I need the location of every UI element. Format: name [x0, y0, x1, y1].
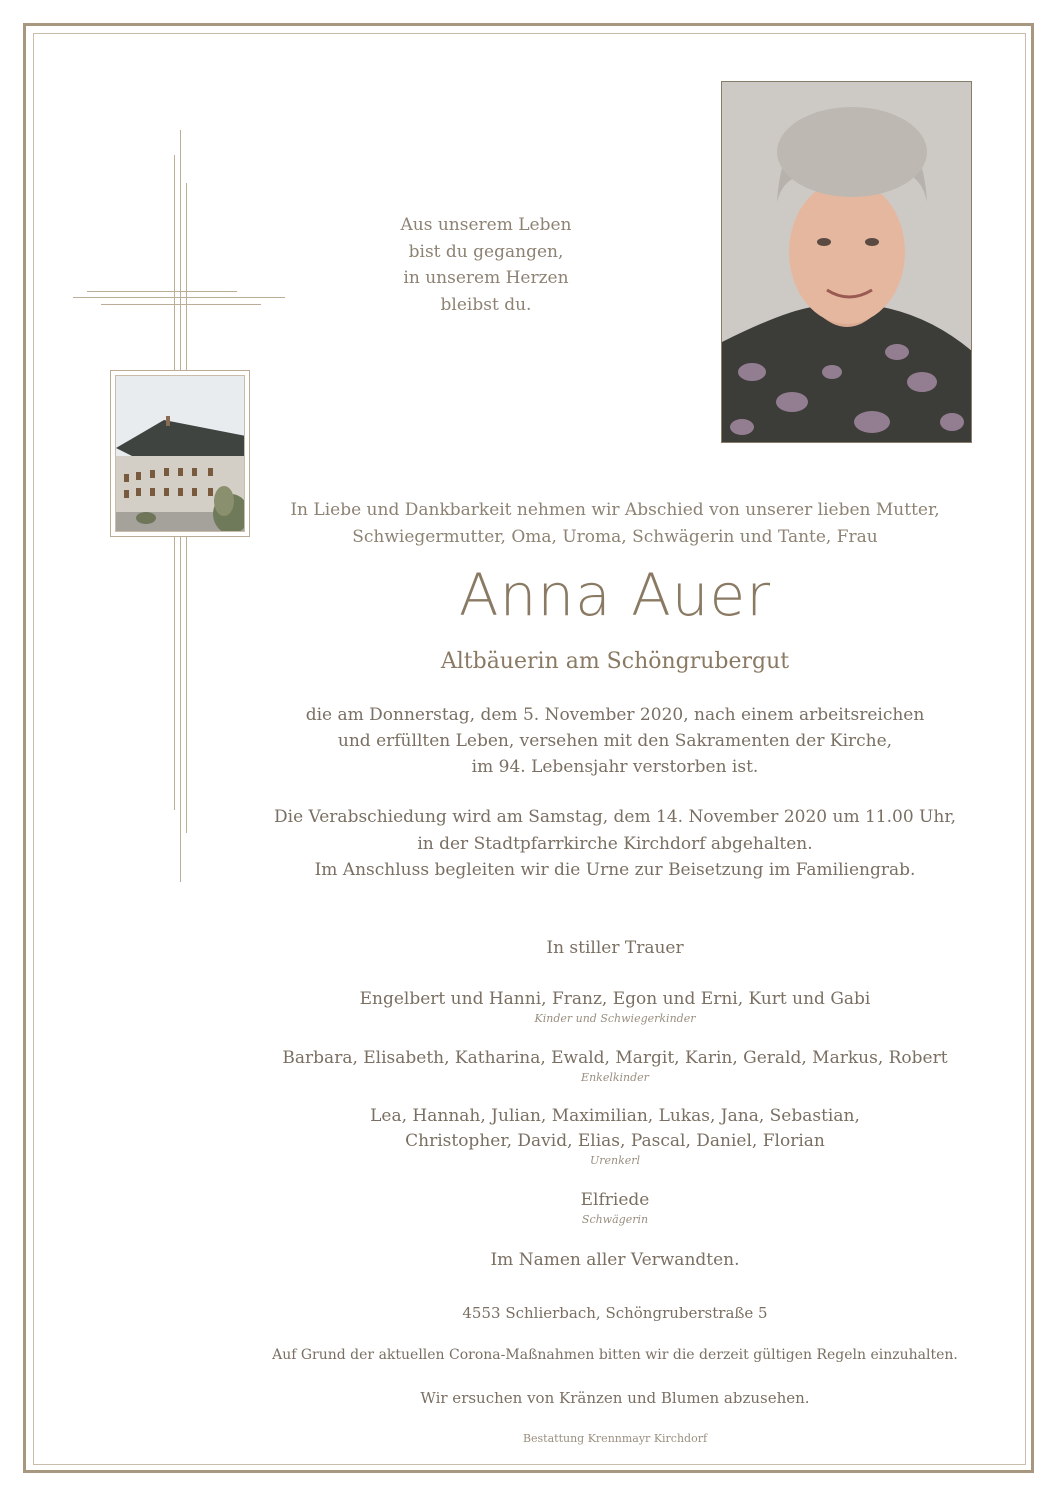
ceremony-info	[270, 804, 960, 884]
verse-line: bist du gegangen,	[408, 241, 564, 262]
mourner-names: Christopher, David, Elias, Pascal, Daniel, Florian	[405, 1131, 825, 1151]
mourner-role: Enkelkinder	[581, 1071, 649, 1084]
intro-line: Schwiegermutter, Oma, Uroma, Schwägerin und Tante, Frau	[352, 527, 878, 547]
flowers-note: Wir ersuchen von Kränzen und Blumen abzusehen.	[420, 1389, 810, 1407]
ceremony-line: in der Stadtpfarrkirche Kirchdorf abgehalten.	[417, 833, 813, 854]
mourner-role: Schwägerin	[581, 1213, 649, 1226]
deceased-title: Altbäuerin am Schöngrubergut	[440, 649, 790, 674]
mourner-group-great-grandchildren	[270, 1104, 960, 1168]
mourner-role: Urenkerl	[589, 1154, 641, 1167]
relatives-note: Im Namen aller Verwandten.	[490, 1250, 740, 1270]
mourner-role: Kinder und Schwiegerkinder	[534, 1012, 696, 1025]
corona-note: Auf Grund der aktuellen Corona-Maßnahmen bitten wir die derzeit gültigen Regeln einzuhalten.	[272, 1347, 958, 1363]
verse-line: bleibst du.	[440, 294, 532, 315]
portrait-photo	[721, 81, 972, 443]
intro-line: In Liebe und Dankbarkeit nehmen wir Abschied von unserer lieben Mutter,	[290, 500, 940, 520]
ceremony-line: Die Verabschiedung wird am Samstag, dem 14. November 2020 um 11.00 Uhr,	[274, 807, 956, 827]
intro-text	[270, 497, 960, 551]
mourning-title: In stiller Trauer	[546, 938, 684, 958]
undertaker: Bestattung Krennmayr Kirchdorf	[522, 1432, 708, 1445]
mourner-names: Elfriede	[580, 1190, 650, 1210]
mourner-group-children	[270, 987, 960, 1026]
verse-line: Aus unserem Leben	[400, 215, 572, 235]
mourner-names: Barbara, Elisabeth, Katharina, Ewald, Margit, Karin, Gerald, Markus, Robert	[282, 1048, 948, 1068]
ceremony-line: Im Anschluss begleiten wir die Urne zur Beisetzung im Familiengrab.	[314, 860, 916, 880]
mourner-names: Lea, Hannah, Julian, Maximilian, Lukas, Jana, Sebastian,	[370, 1106, 860, 1126]
mourner-group-sister-in-law	[270, 1188, 960, 1227]
mourner-names: Engelbert und Hanni, Franz, Egon und Erni, Kurt und Gabi	[359, 989, 871, 1009]
deceased-name: Anna Auer	[458, 561, 772, 629]
death-notice	[270, 702, 960, 780]
mourner-group-grandchildren	[270, 1046, 960, 1085]
farmhouse-photo	[110, 370, 250, 537]
death-notice-line: im 94. Lebensjahr verstorben ist.	[471, 757, 759, 777]
verse	[360, 212, 612, 318]
verse-line: in unserem Herzen	[403, 268, 569, 288]
address: 4553 Schlierbach, Schöngruberstraße 5	[462, 1304, 768, 1322]
death-notice-line: und erfüllten Leben, versehen mit den Sakramenten der Kirche,	[337, 731, 893, 751]
death-notice-line: die am Donnerstag, dem 5. November 2020, nach einem arbeitsreichen	[305, 705, 925, 725]
